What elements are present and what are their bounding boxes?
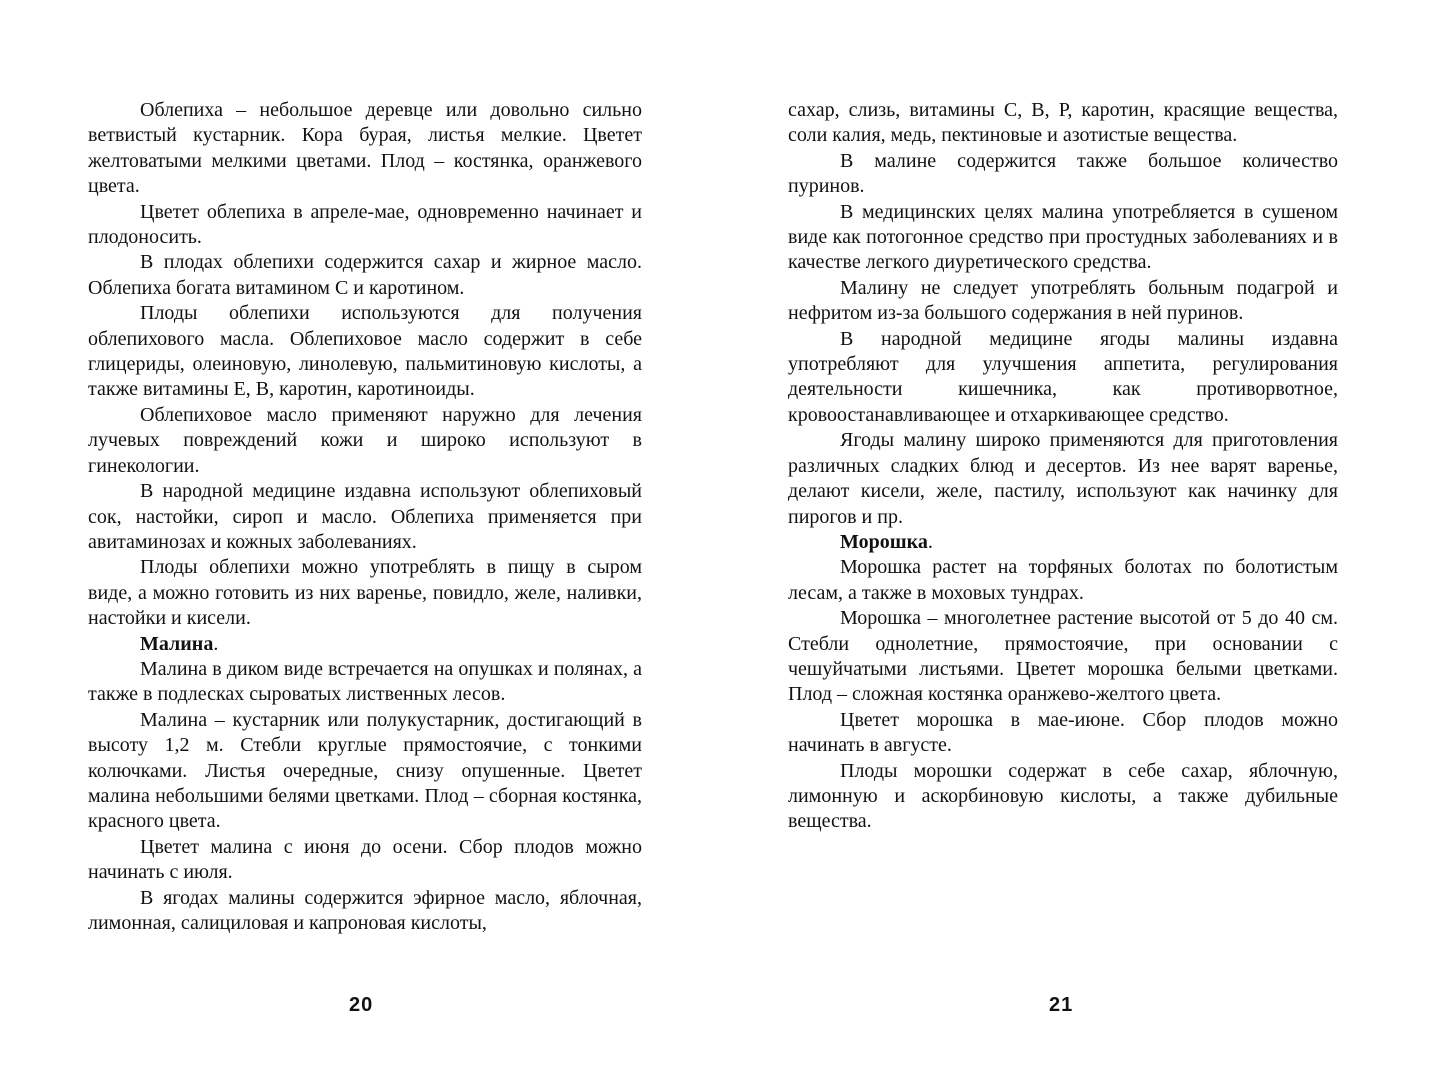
left-page-text (88, 98, 642, 936)
paragraph: Малина в диком виде встречается на опушках и полянах, а также в подлесках сыроватых лиственных лесов. (88, 657, 642, 706)
right-page-text (788, 98, 1338, 835)
paragraph: В малине содержится также большое количество пуринов. (788, 149, 1338, 198)
paragraph: В народной медицине ягоды малины издавна употребляют для улучшения аппетита, регулирования деятельности кишечника, как противорвотное, кровоостанавливающее и отхаркивающее средство. (788, 327, 1338, 426)
paragraph: Малина – кустарник или полукустарник, достигающий в высоту 1,2 м. Стебли круглые прямостоячие, с тонкими колючками. Листья очередные, снизу опушенные. Цветет малина небольшими белями цветками. Плод – сборная костянка, красного цвета. (88, 708, 642, 833)
right-page (715, 0, 1431, 1080)
section-heading-moroshka (788, 530, 1338, 555)
paragraph: Морошка – многолетнее растение высотой от 5 до 40 см. Стебли однолетние, прямостоячие, при основании с чешуйчатыми листьями. Цветет морошка белыми цветками. Плод – сложная костянка оранжево-желтого цвета. (788, 607, 1338, 706)
paragraph: Малину не следует употреблять больным подагрой и нефритом из-за большого содержания в ней пуринов. (788, 276, 1338, 325)
heading-period: . (213, 632, 219, 655)
paragraph: В медицинских целях малина употребляется в сушеном виде как потогонное средство при простудных заболеваниях и в качестве легкого диуретического средства. (788, 200, 1338, 274)
paragraph: Облепиховое масло применяют наружно для лечения лучевых повреждений кожи и широко используют в гинекологии. (88, 403, 642, 477)
paragraph: В народной медицине издавна используют облепиховый сок, настойки, сироп и масло. Облепиха применяется при авитаминозах и кожных заболеваниях. (88, 480, 642, 553)
paragraph: Цветет облепиха в апреле-мае, одновременно начинает и плодоносить. (88, 200, 642, 249)
paragraph: Морошка растет на торфяных болотах по болотистым лесам, а также в моховых тундрах. (788, 556, 1338, 604)
paragraph: Плоды морошки содержат в себе сахар, яблочную, лимонную и аскорбиновую кислоты, а также дубильные вещества. (788, 759, 1338, 833)
paragraph: Плоды облепихи можно употреблять в пищу в сыром виде, а можно готовить из них варенье, повидло, желе, наливки, настойки и кисели. (88, 556, 642, 630)
paragraph-continuation: сахар, слизь, витамины С, В, Р, каротин, красящие вещества, соли калия, медь, пектиновые и азотистые вещества. (788, 99, 1338, 147)
section-heading-malina (88, 632, 642, 657)
heading-text: Морошка (840, 530, 928, 553)
paragraph: Ягоды малину широко применяются для приготовления различных сладких блюд и десертов. Из нее варят варенье, делают кисели, желе, пастилу, используют как начинку для пирогов и пр. (788, 429, 1338, 528)
paragraph: Плоды облепихи используются для получения облепихового масла. Облепиховое масло содержит в себе глицериды, олеиновую, линолевую, пальмитиновую кислоты, а также витамины Е, В, каротин, каротиноиды. (88, 302, 642, 401)
paragraph: В ягодах малины содержится эфирное масло, яблочная, лимонная, салициловая и капроновая кислоты, (88, 886, 642, 934)
page-number: 21 (1049, 994, 1074, 1016)
heading-text: Малина (140, 632, 214, 655)
paragraph: Цветет малина с июня до осени. Сбор плодов можно начинать с июля. (88, 835, 642, 884)
paragraph: Облепиха – небольшое деревце или довольно сильно ветвистый кустарник. Кора бурая, листья мелкие. Цветет желтоватыми мелкими цветами. Плод – костянка, оранжевого цвета. (88, 99, 642, 198)
left-page (0, 0, 715, 1080)
heading-period: . (927, 530, 933, 553)
paragraph: В плодах облепихи содержится сахар и жирное масло. Облепиха богата витамином С и каротином. (88, 251, 642, 299)
paragraph: Цветет морошка в мае-июне. Сбор плодов можно начинать в августе. (788, 708, 1338, 757)
page-number: 20 (349, 994, 374, 1016)
